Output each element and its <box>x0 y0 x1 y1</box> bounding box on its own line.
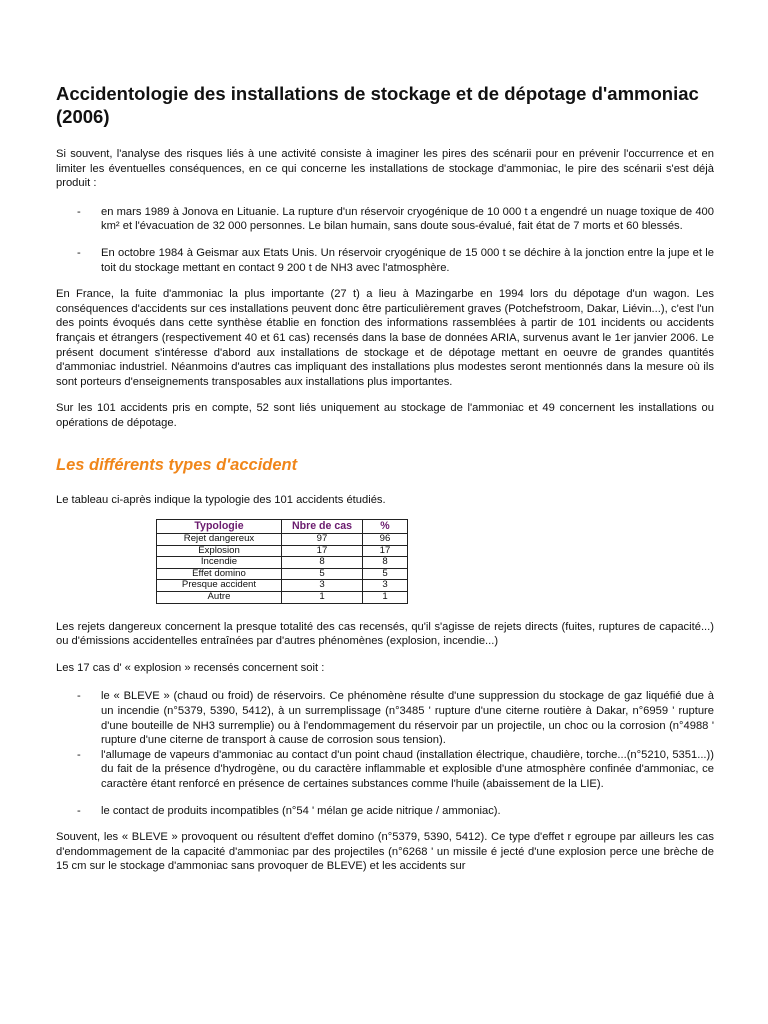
document-page <box>56 82 714 874</box>
list-item: - le contact de produits incompatibles (n°54 ' mélan ge acide nitrique / ammoniac). <box>56 804 714 819</box>
column-header: Nbre de cas <box>282 520 363 534</box>
table-row <box>157 580 408 592</box>
table-cell: 96 <box>363 534 408 546</box>
list-item: - en mars 1989 à Jonova en Lituanie. La rupture d'un réservoir cryogénique de 10 000 t a engendré un nuage toxique de 400 km² et l'évacuation de 32 000 personnes. Le bilan humain, sans doute sous-évalué, fait état de 7 morts et 60 blessés. <box>56 205 714 234</box>
table-cell: Explosion <box>157 545 282 557</box>
list-item: - En octobre 1984 à Geismar aux Etats Unis. Un réservoir cryogénique de 15 000 t se déchire à la jonction entre la jupe et le toit du stockage mettant en contact 9 200 t de NH3 avec l'atmosphère. <box>56 246 714 275</box>
explosion-intro: Les 17 cas d' « explosion » recensés concernent soit : <box>56 661 325 674</box>
accidents-count-paragraph: Sur les 101 accidents pris en compte, 52 sont liés uniquement au stockage de l'ammoniac et 49 concernent les installations ou opérations de dépotage. <box>56 402 714 429</box>
final-paragraph: Souvent, les « BLEVE » provoquent ou résultent d'effet domino (n°5379, 5390, 5412). Ce type d'effet r egroupe par ailleurs les cas d'endommagement de la capacité d'ammoniac par des projectiles (n°6268 ' un missile é jecté d'une explosion perce une brèche de 15 cm sur le stockage d'ammoniac sans provoquer de BLEVE) et les accidents sur <box>56 831 714 873</box>
table-cell: 3 <box>282 580 363 592</box>
table-cell: 8 <box>363 557 408 569</box>
france-paragraph: En France, la fuite d'ammoniac la plus importante (27 t) a lieu à Mazingarbe en 1994 lors du dépotage d'un wagon. Les conséquences d'accidents sur ces installations peuvent donc être particulièrement graves (Potchefstroom, Dakar, Liévin...), c'est l'un des points évoqués dans cette synthèse établie en fonction des informations rassemblées à partir de 101 incidents ou accidents français et étrangers (respectivement 40 et 61 cas) recensés dans la base de données ARIA, survenus avant le 1er janvier 2006. Le présent document s'intéresse d'abord aux installations de stockage et de dépotage mettant en oeuvre de grandes quantités d'ammoniac industriel. Néanmoins d'autres cas impliquant des installations plus modestes seront mentionnés dans la mesure où ils sont porteurs d'enseignements transposables aux installations plus importantes. <box>56 288 714 388</box>
table-cell: 3 <box>363 580 408 592</box>
table-cell: Rejet dangereux <box>157 534 282 546</box>
table-cell: 17 <box>282 545 363 557</box>
table-cell: Incendie <box>157 557 282 569</box>
table-row <box>157 545 408 557</box>
section-heading: Les différents types d'accident <box>56 455 298 474</box>
table-row <box>157 534 408 546</box>
table-cell: 5 <box>282 568 363 580</box>
explosion-list <box>56 689 714 818</box>
table-cell: 5 <box>363 568 408 580</box>
column-header: Typologie <box>157 520 282 534</box>
table-cell: 8 <box>282 557 363 569</box>
table-intro: Le tableau ci-après indique la typologie des 101 accidents étudiés. <box>56 493 386 506</box>
table-header-row <box>157 520 408 534</box>
table-cell: 1 <box>282 592 363 604</box>
table-cell: 1 <box>363 592 408 604</box>
table-cell: 97 <box>282 534 363 546</box>
list-item: - le « BLEVE » (chaud ou froid) de réservoirs. Ce phénomène résulte d'une suppression du stockage de gaz liquéfié due à un incendie (n°5379, 5390, 5412), à un surremplissage (n°3485 ' rupture d'une citerne routière à Dakar, n°6959 ' rupture d'une bouteille de NH3 surremplie) ou à l'endommagement du réservoir par un projectile, un choc ou la corrosion (n°4988 ' rupture d'une citerne de transport à cause de corrosion sous tension). <box>56 689 714 747</box>
table-cell: Effet domino <box>157 568 282 580</box>
intro-list <box>56 205 714 275</box>
list-item: - l'allumage de vapeurs d'ammoniac au contact d'un point chaud (installation électrique, chaudière, torche...(n°5210, 5351...)) du fait de la présence d'hydrogène, ou du caractère inflammable et explosible d'une atmosphère confinée d'ammoniac, ce caractère étant renforcé en présence de certaines substances comme l'huile (abaissement de la LIE). <box>56 748 714 792</box>
page-title: Accidentologie des installations de stockage et de dépotage d'ammoniac (2006) <box>56 83 699 127</box>
intro-paragraph: Si souvent, l'analyse des risques liés à une activité consiste à imaginer les pires des scénarii pour en prévenir l'occurrence et en limiter les éventuelles conséquences, en ce qui concerne les installations de stockage d'ammoniac, le pire des scénarii s'est déjà produit : <box>56 148 714 190</box>
column-header: % <box>363 520 408 534</box>
table-row <box>157 592 408 604</box>
table-row <box>157 557 408 569</box>
typology-table <box>156 519 408 604</box>
table-cell: Autre <box>157 592 282 604</box>
rejets-paragraph: Les rejets dangereux concernent la presque totalité des cas recensés, qu'il s'agisse de rejets directs (fuites, ruptures de capacité...) ou d'émissions accidentelles entraînées par d'autres phénomènes (explosion, incendie...) <box>56 620 714 648</box>
table-cell: Presque accident <box>157 580 282 592</box>
table-row <box>157 568 408 580</box>
table-cell: 17 <box>363 545 408 557</box>
